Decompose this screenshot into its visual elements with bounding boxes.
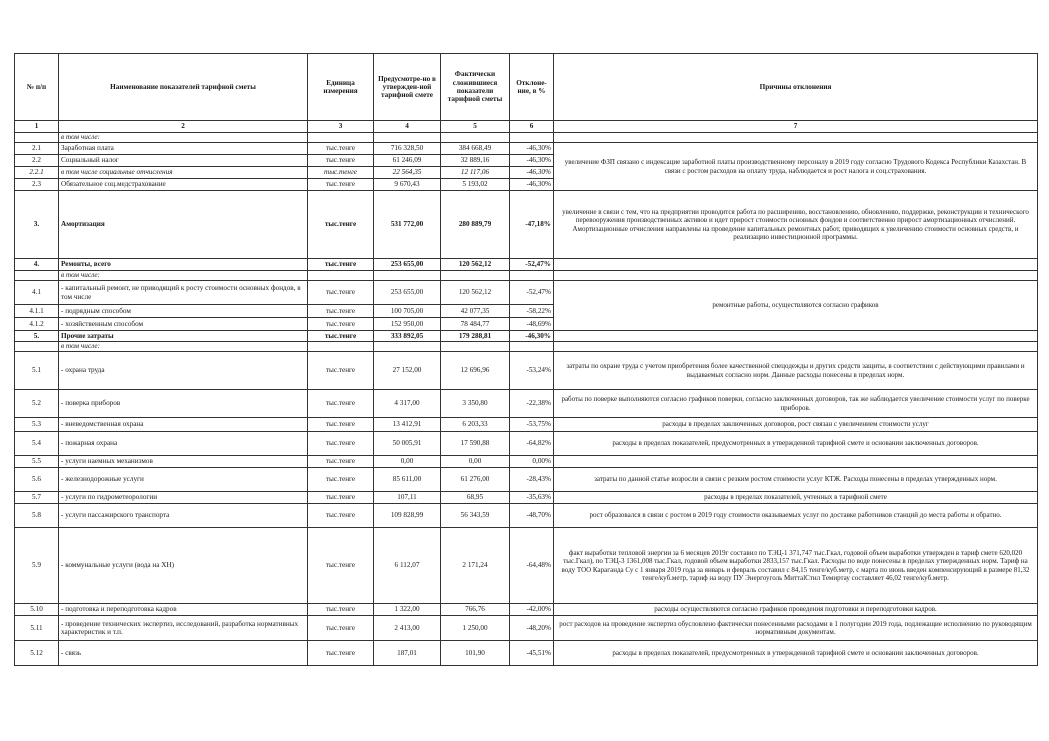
- row-actual: 120 562,12: [441, 281, 510, 305]
- row-name: Обязательное соц.медстрахование: [59, 179, 308, 191]
- row-unit: [308, 342, 374, 352]
- row-planned: [374, 342, 441, 352]
- column-number: 3: [308, 121, 374, 133]
- row-unit: тыс.тенге: [308, 259, 374, 271]
- table-row: [15, 143, 1038, 155]
- row-name: Прочие затраты: [59, 331, 308, 342]
- row-no: 2.2.1: [15, 167, 59, 179]
- row-deviation: -47,18%: [510, 191, 554, 259]
- reason-5-12: расходы в пределах показателей, предусмотренных в утвержденной тарифной смете и основании заключенных договоров.: [554, 641, 1038, 666]
- row-actual: 179 288,81: [441, 331, 510, 342]
- row-name: - хозяйственным способом: [59, 318, 308, 331]
- row-planned: 716 328,50: [374, 143, 441, 155]
- row-name: - подготовка и переподготовка кадров: [59, 604, 308, 616]
- row-no: 2.3: [15, 179, 59, 191]
- row-actual: 78 484,77: [441, 318, 510, 331]
- row-deviation: -64,82%: [510, 432, 554, 456]
- row-planned: 61 246,09: [374, 155, 441, 167]
- row-name: - связь: [59, 641, 308, 666]
- row-deviation: -48,70%: [510, 504, 554, 528]
- row-name: Заработная плата: [59, 143, 308, 155]
- row-name: Амортизация: [59, 191, 308, 259]
- row-planned: 22 564,35: [374, 167, 441, 179]
- row-no: 3.: [15, 191, 59, 259]
- reason-5-1: затраты по охране труда с учетом приобретения более качественной спецодежды и других средств защиты, в соответствии с действующими правилами и выдаваемых согласно норм. Данные расходы понесены в пределах норм.: [554, 352, 1038, 390]
- row-reason-empty: [554, 259, 1038, 271]
- row-name: - коммунальные услуги (вода на ХН): [59, 528, 308, 604]
- table-row: [15, 468, 1038, 492]
- row-actual: 101,90: [441, 641, 510, 666]
- row-deviation: -48,69%: [510, 318, 554, 331]
- row-name: - вневедомственная охрана: [59, 418, 308, 432]
- row-actual: 56 343,59: [441, 504, 510, 528]
- tariff-estimate-table: [14, 53, 1038, 666]
- row-actual: 17 590,88: [441, 432, 510, 456]
- row-unit: тыс.тенге: [308, 167, 374, 179]
- reason-5-4: расходы в пределах показателей, предусмотренных в утвержденной тарифной смете и основании заключенных договоров.: [554, 432, 1038, 456]
- row-deviation: -48,20%: [510, 616, 554, 641]
- row-deviation: -42,00%: [510, 604, 554, 616]
- row-actual: 5 193,02: [441, 179, 510, 191]
- row-no: 5.11: [15, 616, 59, 641]
- row-no: 2.1: [15, 143, 59, 155]
- table-row: [15, 492, 1038, 504]
- row-no: 5.4: [15, 432, 59, 456]
- row-name: Ремонты, всего: [59, 259, 308, 271]
- reason-salary: увеличение ФЗП связано с индексацие заработной платы производственному персоналу в 2019 году согласно Трудового Кодекса Республики Казахстан. В связи с ростом расходов на оплату труда, наблюдается и рост налога и соц.страхования.: [554, 143, 1038, 191]
- header-planned: Предусмотре-но в утвержден-ной тарифной смете: [374, 54, 441, 121]
- row-planned: 2 413,00: [374, 616, 441, 641]
- header-reason: Причины отклонения: [554, 54, 1038, 121]
- row-deviation: -64,48%: [510, 528, 554, 604]
- row-no: 2.2: [15, 155, 59, 167]
- table-row: [15, 528, 1038, 604]
- row-planned: 9 670,43: [374, 179, 441, 191]
- row-unit: тыс.тенге: [308, 179, 374, 191]
- table-row: [15, 281, 1038, 305]
- row-deviation: [510, 271, 554, 281]
- table-row: [15, 352, 1038, 390]
- row-unit: тыс.тенге: [308, 456, 374, 468]
- row-name: - капитальный ремонт, не приводящий к росту стоимости основных фондов, в том числе: [59, 281, 308, 305]
- row-actual: 280 889,79: [441, 191, 510, 259]
- row-planned: [374, 133, 441, 143]
- reason-5-8: рост образовался в связи с ростом в 2019 году стоимости оказываемых услуг по доставке работников станций до места работы и обратно.: [554, 504, 1038, 528]
- row-no: 5.8: [15, 504, 59, 528]
- row-deviation: -46,30%: [510, 167, 554, 179]
- reason-5-10: расходы осуществляются согласно графиков проведения подготовки и переподготовки кадров.: [554, 604, 1038, 616]
- row-unit: тыс.тенге: [308, 318, 374, 331]
- row-actual: [441, 271, 510, 281]
- header-actual: Фактически сложившиеся показатели тарифной сметы: [441, 54, 510, 121]
- header-row: [15, 54, 1038, 121]
- row-deviation: -53,75%: [510, 418, 554, 432]
- row-unit: тыс.тенге: [308, 418, 374, 432]
- row-no: 5.9: [15, 528, 59, 604]
- row-unit: тыс.тенге: [308, 616, 374, 641]
- row-no: 5.2: [15, 390, 59, 418]
- row-deviation: -46,30%: [510, 143, 554, 155]
- row-planned: 109 828,99: [374, 504, 441, 528]
- row-planned: 27 152,00: [374, 352, 441, 390]
- row-name: - подрядным способом: [59, 305, 308, 318]
- row-unit: тыс.тенге: [308, 504, 374, 528]
- row-unit: тыс.тенге: [308, 331, 374, 342]
- row-actual: 1 250,00: [441, 616, 510, 641]
- row-planned: 187,01: [374, 641, 441, 666]
- row-deviation: -52,47%: [510, 281, 554, 305]
- row-planned: 333 892,05: [374, 331, 441, 342]
- row-planned: 531 772,00: [374, 191, 441, 259]
- table-row: [15, 390, 1038, 418]
- table-row: [15, 456, 1038, 468]
- reason-5-3: расходы в пределах заключенных договоров, рост связан с увеличением стоимости услуг: [554, 418, 1038, 432]
- reason-5-2: работы по поверке выполняются согласно графиков поверки, согласно заключенных договоров, так же наблюдается увеличение стоимости услуг по поверке приборов.: [554, 390, 1038, 418]
- row-unit: тыс.тенге: [308, 155, 374, 167]
- row-unit: [308, 271, 374, 281]
- row-name: - услуги по гидрометеорологии: [59, 492, 308, 504]
- row-planned: 152 950,00: [374, 318, 441, 331]
- row-deviation: -52,47%: [510, 259, 554, 271]
- row-reason-empty: [554, 331, 1038, 342]
- row-name: - услуги пассажирского транспорта: [59, 504, 308, 528]
- row-actual: 766,76: [441, 604, 510, 616]
- table-row: [15, 342, 1038, 352]
- column-number-row: [15, 121, 1038, 133]
- row-no: 4.1: [15, 281, 59, 305]
- header-deviation: Отклоне-ние, в %: [510, 54, 554, 121]
- row-reason-empty: [554, 342, 1038, 352]
- row-no: 5.10: [15, 604, 59, 616]
- header-unit: Единица измерения: [308, 54, 374, 121]
- column-number: 2: [59, 121, 308, 133]
- row-actual: 2 171,24: [441, 528, 510, 604]
- row-actual: 3 350,80: [441, 390, 510, 418]
- row-unit: тыс.тенге: [308, 143, 374, 155]
- row-deviation: -45,51%: [510, 641, 554, 666]
- row-actual: 120 562,12: [441, 259, 510, 271]
- column-number: 5: [441, 121, 510, 133]
- row-name: в том числе:: [59, 342, 308, 352]
- row-name: - проведение технических экспертиз, исследований, разработка нормативных характеристик и т.п.: [59, 616, 308, 641]
- column-number: 1: [15, 121, 59, 133]
- row-unit: тыс.тенге: [308, 281, 374, 305]
- row-reason-empty: [554, 271, 1038, 281]
- row-actual: 32 889,16: [441, 155, 510, 167]
- row-name: - пожарная охрана: [59, 432, 308, 456]
- row-no: 4.1.2: [15, 318, 59, 331]
- row-actual: [441, 133, 510, 143]
- row-actual: 68,95: [441, 492, 510, 504]
- row-deviation: [510, 133, 554, 143]
- reason-5-9: факт выработки тепловой энергии за 6 месяцев 2019г составил по ТЭЦ-1 371,747 тыс.Гкал, годовой объем выработки утвержден в тариф смете 620,020 тыс.Гкал), по ТЭЦ-3 1361,008 тыс.Гкал, годовой объем выработки 2833,157 тыс.Гкал. Расходы по воде понесены в пределах утвержденных норм. Тариф на воду ТОО Караганда Су с 1 января 2019 года за январь и февраль составил с 84,15 тенге/куб.метр, с марта по июнь введен компенсирующий в размере 81,32 тенге/куб.метр, тариф на воду ПУ Энергоуголь МиттalСтил Темиртау составляет 46,02 тенге/куб.метр.: [554, 528, 1038, 604]
- reason-5-11: рост расходов на проведение экспертиз обусловлено фактически понесенными расходами в 1 полугодии 2019 года, подлежащие исполнению по руководящим нормативным документам.: [554, 616, 1038, 641]
- row-name: - охрана труда: [59, 352, 308, 390]
- row-unit: тыс.тенге: [308, 352, 374, 390]
- row-deviation: 0,00%: [510, 456, 554, 468]
- row-actual: 384 668,49: [441, 143, 510, 155]
- row-deviation: -58,22%: [510, 305, 554, 318]
- row-deviation: [510, 342, 554, 352]
- row-name: - железнодорожные услуги: [59, 468, 308, 492]
- row-planned: 4 317,00: [374, 390, 441, 418]
- column-number: 7: [554, 121, 1038, 133]
- table-row: [15, 641, 1038, 666]
- row-name: - услуги наемных механизмов: [59, 456, 308, 468]
- table-row: [15, 432, 1038, 456]
- row-no: 5.12: [15, 641, 59, 666]
- table-row: [15, 418, 1038, 432]
- row-no: [15, 271, 59, 281]
- row-no: 5.5: [15, 456, 59, 468]
- row-actual: 0,00: [441, 456, 510, 468]
- column-number: 6: [510, 121, 554, 133]
- row-unit: тыс.тенге: [308, 468, 374, 492]
- row-deviation: -46,30%: [510, 155, 554, 167]
- row-planned: 13 412,91: [374, 418, 441, 432]
- row-no: 4.: [15, 259, 59, 271]
- header-name: Наименование показателей тарифной сметы: [59, 54, 308, 121]
- row-name: в том числе социальные отчисления: [59, 167, 308, 179]
- row-actual: 6 203,33: [441, 418, 510, 432]
- row-no: 5.1: [15, 352, 59, 390]
- row-actual: 61 276,00: [441, 468, 510, 492]
- row-unit: тыс.тенге: [308, 191, 374, 259]
- row-unit: тыс.тенге: [308, 604, 374, 616]
- row-deviation: -46,30%: [510, 331, 554, 342]
- row-reason-empty: [554, 456, 1038, 468]
- row-name: в том числе:: [59, 271, 308, 281]
- row-actual: [441, 342, 510, 352]
- row-name: - поверка приборов: [59, 390, 308, 418]
- row-deviation: -46,30%: [510, 179, 554, 191]
- reason-5-7: расходы в пределах показателей, учтенных в тарифной смете: [554, 492, 1038, 504]
- table-row: [15, 616, 1038, 641]
- row-planned: 0,00: [374, 456, 441, 468]
- reason-5-6: затраты по данной статье возросли в связи с резким ростом стоимости услуг КТЖ. Расходы понесены в пределах утвержденных норм.: [554, 468, 1038, 492]
- reason-repairs: ремонтные работы, осуществляются согласно графиков: [554, 281, 1038, 331]
- row-no: 5.3: [15, 418, 59, 432]
- table-row: [15, 604, 1038, 616]
- table-row: [15, 191, 1038, 259]
- table-row: [15, 133, 1038, 143]
- row-no: 4.1.1: [15, 305, 59, 318]
- row-deviation: -53,24%: [510, 352, 554, 390]
- row-reason-empty: [554, 133, 1038, 143]
- row-name: Социальный налог: [59, 155, 308, 167]
- row-actual: 12 696,96: [441, 352, 510, 390]
- column-number: 4: [374, 121, 441, 133]
- row-planned: 253 655,00: [374, 281, 441, 305]
- row-planned: 6 112,07: [374, 528, 441, 604]
- row-planned: 100 705,00: [374, 305, 441, 318]
- row-unit: тыс.тенге: [308, 390, 374, 418]
- reason-amortization: увеличение в связи с тем, что на предприятии проводится работа по расширению, восстановлению, обновлению, поддержке, реконструкции и технического перевооружения производственных активов и идет прирост стоимости основных фондов и соответственно прирост амортизационных отчислений. Амортизационные отчисления направлены на проведение капитальных ремонтных работ, приводящих к увеличению стоимости основных средств, и реализацию инвестиционной программы.: [554, 191, 1038, 259]
- row-no: [15, 342, 59, 352]
- table-row: [15, 271, 1038, 281]
- row-planned: 1 322,00: [374, 604, 441, 616]
- row-no: 5.: [15, 331, 59, 342]
- row-unit: тыс.тенге: [308, 305, 374, 318]
- table-row: [15, 259, 1038, 271]
- row-no: 5.7: [15, 492, 59, 504]
- row-planned: 85 611,00: [374, 468, 441, 492]
- row-planned: 107,11: [374, 492, 441, 504]
- row-deviation: -35,63%: [510, 492, 554, 504]
- row-unit: тыс.тенге: [308, 641, 374, 666]
- row-unit: тыс.тенге: [308, 528, 374, 604]
- row-planned: 50 005,91: [374, 432, 441, 456]
- row-deviation: -22,38%: [510, 390, 554, 418]
- table-row: [15, 504, 1038, 528]
- row-planned: 253 655,00: [374, 259, 441, 271]
- table-row: [15, 331, 1038, 342]
- row-no: 5.6: [15, 468, 59, 492]
- row-unit: тыс.тенге: [308, 492, 374, 504]
- row-name: в том числе:: [59, 133, 308, 143]
- row-planned: [374, 271, 441, 281]
- row-actual: 12 117,06: [441, 167, 510, 179]
- header-no: № п/п: [15, 54, 59, 121]
- row-unit: [308, 133, 374, 143]
- row-no: [15, 133, 59, 143]
- row-actual: 42 077,35: [441, 305, 510, 318]
- row-unit: тыс.тенге: [308, 432, 374, 456]
- row-deviation: -28,43%: [510, 468, 554, 492]
